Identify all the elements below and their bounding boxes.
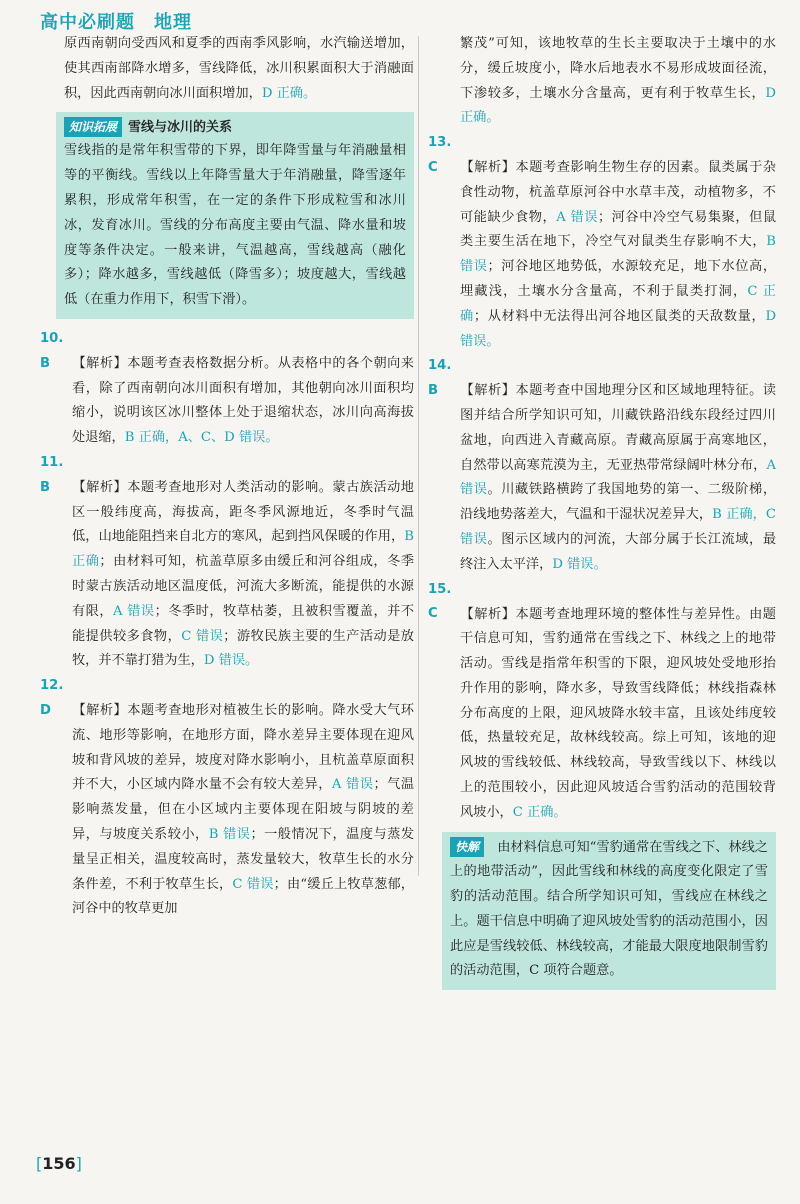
knowledge-text: 雪线指的是常年积雪带的下界，即年降雪量与年消融量相等的平衡线。雪线以上年降雪量大于年消融量，降雪逐年累积，形成常年积雪，在一定的条件下形成粒雪和冰川冰，发育冰川。雪线的分布高度主要由气温、降水量和坡度等条件决定。一般来讲，气温越高，雪线越高（融化多）；降水越多，雪线越低（降雪多）；坡度越大，雪线越低（在重力作用下，积雪下滑）。 (64, 143, 406, 308)
page-number: [156] (36, 1154, 82, 1173)
quick-solution-box (442, 832, 776, 991)
answer-11: 11. B 【解析】本题考查地形对人类活动的影响。蒙古族活动地区一般纬度高，海拔高，距冬季风源地近，冬季时气温低，山地能阻挡来自北方的寒风，起到挡风保暖的作用，B 正确；由材料可知，杭盖草原多由缓丘和河谷组成，冬季时蒙古族活动地区温度低，河流大多断流，能提供的水源有限，A 错误；冬季时，牧草枯萎，且被积雪覆盖，并不能提供较多食物，C 错误；游牧民族主要的生产活动是放牧，并不靠打猎为生，D 错误。 (40, 451, 414, 674)
knowledge-box-header (64, 116, 406, 137)
answer-13: 13. C 【解析】本题考查影响生物生存的因素。鼠类属于杂食性动物，杭盖草原河谷中水草丰茂，动植物多，不可能缺少食物，A 错误；河谷中冷空气易集聚，但鼠类主要生活在地下，冷空气对鼠类生存影响不大，B 错误；河谷地区地势低，水源较充足，地下水位高，埋藏浅，土壤水分含量高，不利于鼠类打洞，C 正确；从材料中无法得出河谷地区鼠类的天敌数量，D 错误。 (428, 131, 776, 354)
knowledge-title: 雪线与冰川的关系 (128, 120, 233, 136)
answer-10: 10. B 【解析】本题考查表格数据分析。从表格中的各个朝向来看，除了西南朝向冰川面积有增加，其他朝向冰川面积均缩小，说明该区冰川整体上处于退缩状态，冰川向高海拔处退缩，B 正确，A、C、D 错误。 (40, 327, 414, 451)
knowledge-tag: 知识拓展 (64, 117, 122, 137)
answer-12-continued: 繁茂”可知，该地牧草的生长主要取决于土壤中的水分，缓丘坡度小，降水后地表水不易形成坡面径流，下渗较多，土壤水分含量高，更有利于牧草生长，D 正确。 (460, 36, 776, 126)
left-column (40, 32, 414, 922)
answer-14-number: 14. B (428, 358, 452, 399)
answer-15: 15. C 【解析】本题考查地理环境的整体性与差异性。由题干信息可知，雪豹通常在雪线之下、林线之上的地带活动。雪线是指常年积雪的下限，迎风坡处受地形抬升作用的影响，降水多，导致雪线降低；林线指森林分布高度的上限，迎风坡降水较丰富，且该处纬度较低，热量较充足，故林线较高。综上可知，该地的迎风坡的雪线较低、林线较高，导致雪线以下、林线以上的范围较小，因此迎风坡适合雪豹活动的范围较背风坡小，C 正确。 (428, 578, 776, 826)
column-divider (418, 36, 419, 876)
quick-solution-tag: 快解 (450, 837, 484, 857)
answer-10-number: 10. B (40, 330, 64, 371)
quick-solution-text: 由材料信息可知“雪豹通常在雪线之下、林线之上的地带活动”，因此雪线和林线的高度变化限定了雪豹的活动范围。结合所学知识可知，雪线应在林线之上。题干信息中明确了迎风坡处雪豹的活动范围小，因此应是雪线较低、林线较高，才能最大限度地限制雪豹的活动范围，C 项符合题意。 (450, 839, 768, 979)
answer-12-number: 12. D (40, 678, 64, 718)
page-header (40, 8, 400, 34)
knowledge-box (56, 112, 414, 319)
header-title: 高中必刷题 地理 (40, 12, 192, 33)
answer-13-number: 13. C (428, 135, 452, 175)
answer-11-number: 11. B (40, 454, 64, 495)
answer-14: 14. B 【解析】本题考查中国地理分区和区域地理特征。读图并结合所学知识可知，川藏铁路沿线东段经过四川盆地，向西进入青藏高原。青藏高原属于高寒地区，自然带以高寒荒漠为主，无亚热带常绿阔叶林分布，A 错误。川藏铁路横跨了我国地势的第一、二级阶梯，沿线地势落差大，气温和干湿状况差异大，B 正确，C 错误。图示区域内的河流，大部分属于长江流域，最终注入太平洋，D 错误。 (428, 354, 776, 577)
intro-paragraph: 原西南朝向受西风和夏季的西南季风影响，水汽输送增加，使其西南部降水增多，雪线降低，冰川积累面积大于消融面积，因此西南朝向冰川面积增加，D 正确。 (64, 36, 414, 101)
answer-15-number: 15. C (428, 581, 452, 622)
answer-12: 12. D 【解析】本题考查地形对植被生长的影响。降水受大气环流、地形等影响，在地形方面，降水差异主要体现在迎风坡和背风坡的差异，坡度对降水影响小，且杭盖草原面积并不大，小区域内降水量不会有较大差异，A 错误；气温影响蒸发量，但在小区域内主要体现在阳坡与阴坡的差异，与坡度关系较小，B 错误；一般情况下，温度与蒸发量呈正相关，温度较高时，蒸发量较大，牧草生长的水分条件差，不利于牧草生长，C 错误；由“缓丘上牧草葱郁，河谷中的牧草更加 (40, 674, 414, 922)
right-column (428, 32, 776, 998)
